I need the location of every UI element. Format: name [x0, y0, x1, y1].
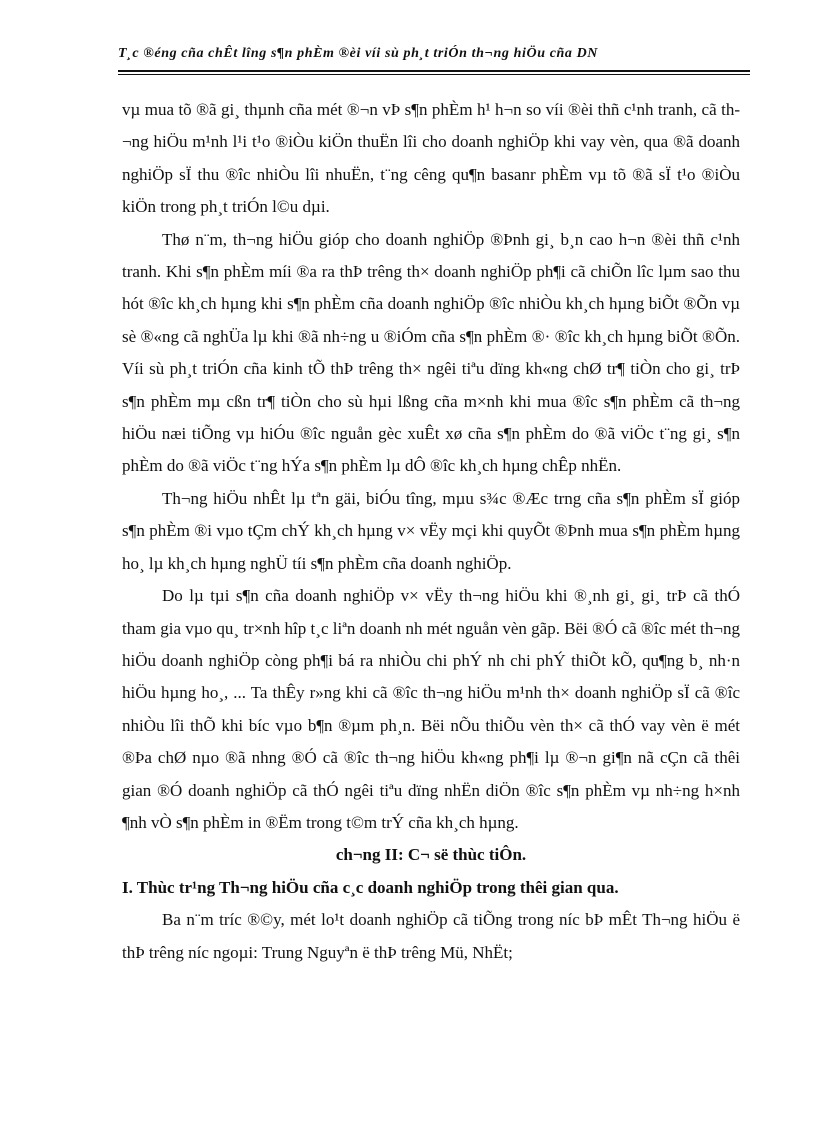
- paragraph-continuation: vµ mua tõ ®ã gi¸ thµnh cña mét ®¬n vÞ s¶n phÈm h¹ h¬n so víi ®èi thñ c¹nh tranh, cã th¬ng hiÖu m¹nh l¹i t¹o ®iÒu kiÖn thuËn lîi cho doanh nghiÖp khi vay vèn, qua ®ã doanh nghiÖp sÏ thu ®îc nhiÒu lîi nhuËn, t¨ng cêng qu¶n basanr phÈm vµ tõ ®ã sÏ t¹o ®iÒu kiÖn trong ph¸t triÓn l©u dµi.: [122, 100, 740, 217]
- section-heading: I. Thùc tr¹ng Th¬ng hiÖu cña c¸c doanh nghiÖp trong thêi gian qua.: [122, 877, 619, 897]
- final-paragraph-clip: [122, 904, 740, 979]
- document-body: [122, 94, 740, 979]
- paragraph-fifth-point: Thø n¨m, th¬ng hiÖu gióp cho doanh nghiÖp ®Þnh gi¸ b¸n cao h¬n ®èi thñ c¹nh tranh. Khi s¶n phÈm míi ®a ra thÞ trêng th× doanh nghiÖp ph¶i cã chiÕn lîc lµm sao thu hót ®îc kh¸ch hµng khi s¶n phÈm cña doanh nghiÖp ®îc nhiÒu kh¸ch hµng biÕt ®Õn vµ sè ®«ng cã nghÜa lµ khi ®ã nh÷ng u ®iÓm cña s¶n phÈm ®· ®îc kh¸ch hµng biÕt ®Õn. Víi sù ph¸t triÓn cña kinh tÕ thÞ trêng th× ngêi tiªu dïng kh«ng chØ tr¶ tiÒn cho gi¸ trÞ s¶n phÈm mµ cßn tr¶ tiÒn cho sù hµi lßng cña m×nh khi mua ®îc s¶n phÈm cã th¬ng hiÖu næi tiÕng vµ hiÓu ®îc nguån gèc xuÊt xø cña s¶n phÈm do ®ã viÖc t¨ng gi¸ s¶n phÈm do ®ã viÖc t¨ng hÝa s¶n phÈm lµ dÔ ®îc kh¸ch hµng chÊp nhËn.: [122, 229, 740, 476]
- chapter-heading: ch¬ng II: C¬ së thùc tiÔn.: [335, 845, 527, 865]
- header-rule-thick: [118, 70, 750, 72]
- paragraph-brand-asset: Do lµ tµi s¶n cña doanh nghiÖp v× vËy th¬ng hiÖu khi ®¸nh gi¸ gi¸ trÞ cã thÓ tham gia vµo qu¸ tr×nh hîp t¸c liªn doanh nh mét nguån vèn gãp. Bëi ®Ó cã ®îc mét th¬ng hiÖu doanh nghiÖp còng ph¶i bá ra nhiÒu chi phÝ nh chi phÝ thiÕt kÕ, qu¶ng b¸ nh·n hiÖu hµng ho¸, ... Ta thÊy r»ng khi cã ®îc th¬ng hiÖu m¹nh th× doanh nghiÖp sÏ cã ®îc nhiÒu lîi thÕ khi bíc vµo b¶n ®µm ph¸n. Bëi nÕu thiÕu vèn th× cã thÓ vay vèn ë mét ®Þa chØ nµo ®ã nhng ®Ó cã ®îc th¬ng hiÖu kh«ng ph¶i lµ ®¬n gi¶n nã cÇn cã thêi gian ®Ó doanh nghiÖp cã thÓ ngêi tiªu dïng nhËn diÖn ®îc s¶n phÈm vµ nh÷ng h×nh ¶nh vÒ s¶n phÈm in ®Ëm trong t©m trÝ cña kh¸ch hµng.: [122, 586, 740, 832]
- header-rule-thin: [118, 74, 750, 75]
- paragraph-final: Ba n¨m tríc ®©y, mét lo¹t doanh nghiÖp cã tiÕng trong níc bÞ mÊt Th¬ng hiÖu ë thÞ trêng níc ngoµi: Trung Nguyªn ë thÞ trêng Mü, NhËt;: [122, 910, 740, 962]
- paragraph-brand-identity: Th¬ng hiÖu nhÊt lµ tªn gäi, biÓu tîng, mµu s¾c ®Æc trng cña s¶n phÈm sÏ gióp s¶n phÈm ®i vµo tÇm chÝ kh¸ch hµng v× vËy mçi khi quyÕt ®Þnh mua s¶n phÈm hµng ho¸ lµ kh¸ch hµng nghÜ tíi s¶n phÈm cña doanh nghiÖp.: [122, 488, 740, 573]
- running-header: T¸c ®éng cña chÊt lîng s¶n phÈm ®èi víi sù ph¸t triÓn th¬ng hiÖu cña DN: [118, 46, 599, 61]
